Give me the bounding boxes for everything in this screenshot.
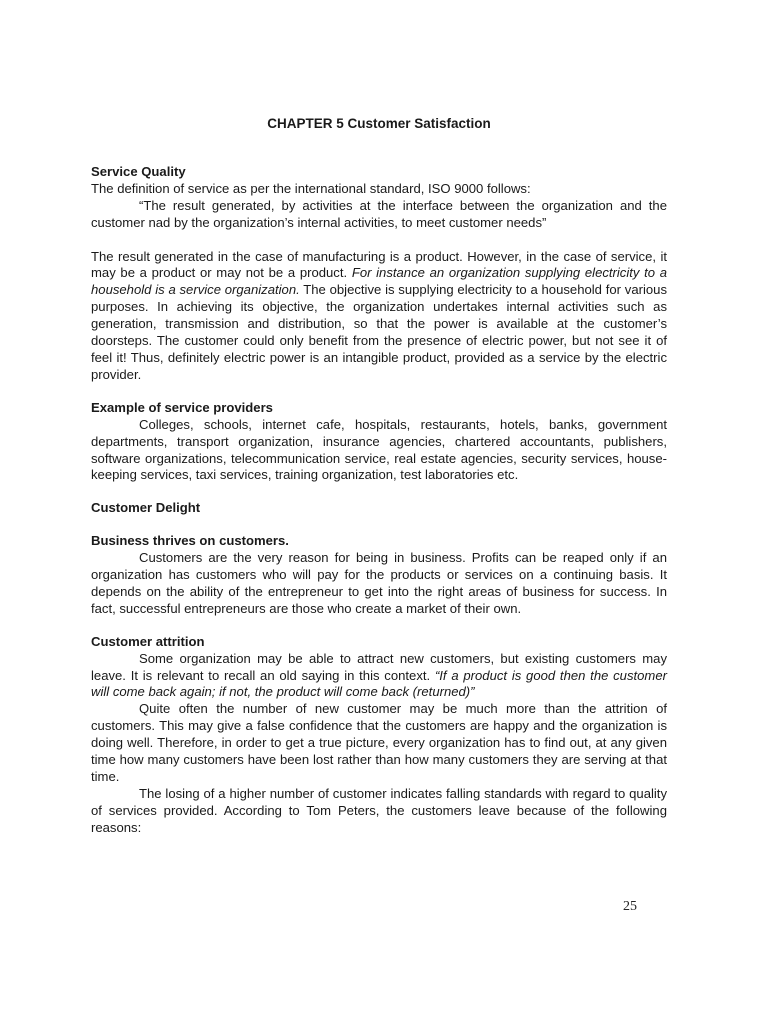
section-heading-business-thrives: Business thrives on customers. xyxy=(91,533,289,549)
section-heading-customer-delight: Customer Delight xyxy=(91,500,201,516)
section-heading-service-quality: Service Quality xyxy=(91,163,186,179)
customer-attrition-paragraph-2: Quite often the number of new customer may be much more than the attrition of customers. This may give a false confidence that the customers are happy and the organization is doing well. Therefore, in order to get a true picture, every organization has to find out, at any given time how many customers have been lost rather than how many customers they are serving at that time. xyxy=(91,701,667,784)
customer-attrition-paragraph-3: The losing of a higher number of customer indicates falling standards with regard to quality of services provided. According to Tom Peters, the customers leave because of the following reasons: xyxy=(91,785,667,835)
iso-definition-quote: “The result generated, by activities at the interface between the organization and the customer nad by the organization’s internal activities, to meet customer needs” xyxy=(91,197,667,230)
service-quality-text-end: The objective is supplying electricity to a household for various purposes. In achieving its objective, the organization undertakes internal activities such as generation, transmission and distribution, so that the power is available at the customer’s doorsteps. The customer could only benefit from the presence of electric power, but not see it of feel it! Thus, definitely electric power is an intangible product, provided as a service by the electric provider. xyxy=(91,282,667,382)
section-heading-service-providers: Example of service providers xyxy=(91,399,273,415)
customer-attrition-text-start: Some organization may be able to attract new customers, but existing customers may leave. It is relevant to recall an old saying in this context. xyxy=(91,650,667,683)
page-number: 25 xyxy=(623,899,637,914)
service-quality-paragraph xyxy=(91,249,667,384)
business-thrives-paragraph: Customers are the very reason for being in business. Profits can be reaped only if an organization has customers who will pay for the products or services on a continuing basis. It depends on the ability of the entrepreneur to get into the right areas of business for success. In fact, successful entrepreneurs are those who create a market of their own. xyxy=(91,550,667,616)
section-heading-customer-attrition: Customer attrition xyxy=(91,633,205,649)
service-quality-text-italic: For instance an organization supplying electricity to a household is a service organization. xyxy=(91,265,668,298)
page-content xyxy=(91,116,667,837)
customer-attrition-text-italic: “If a product is good then the customer will come back again; if not, the product will come back (returned)” xyxy=(91,667,667,700)
customer-attrition-paragraph-1 xyxy=(91,651,667,702)
service-providers-paragraph: Colleges, schools, internet cafe, hospitals, restaurants, hotels, banks, government departments, transport organization, insurance agencies, chartered accountants, publishers, software organizations, telecommunication service, real estate agencies, security services, house-keeping services, taxi services, training organization, test laboratories etc. xyxy=(91,416,667,483)
chapter-title: CHAPTER 5 Customer Satisfaction xyxy=(267,116,491,131)
service-definition-intro: The definition of service as per the international standard, ISO 9000 follows: xyxy=(91,180,531,196)
service-quality-text-start: The result generated in the case of manufacturing is a product. However, in the case of service, it may be a product or may not be a product. xyxy=(91,248,667,281)
